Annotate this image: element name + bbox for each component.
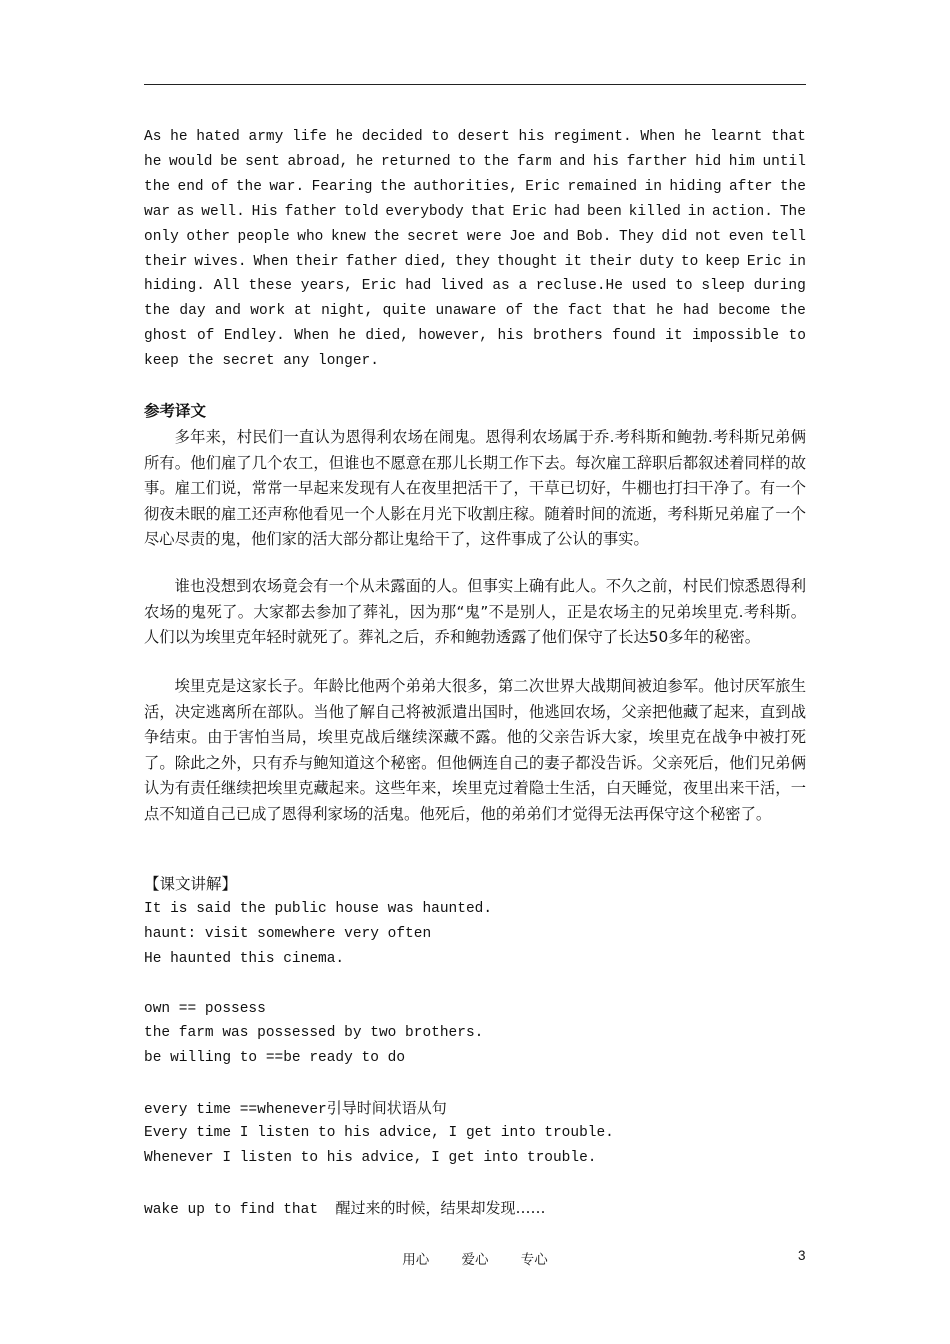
word: of (211, 178, 229, 195)
footer (0, 1248, 950, 1268)
english-line (144, 299, 806, 324)
word: and (214, 303, 241, 320)
word: regiment. (553, 129, 632, 145)
lesson-line-zh: 醒过来的时候，结果却发现…… (335, 1198, 546, 1217)
word: and (542, 228, 570, 245)
word: only (144, 228, 179, 245)
word: Fearing (311, 178, 373, 195)
footer-item: 爱心 (461, 1252, 489, 1268)
word: found (612, 328, 656, 345)
word: end (177, 178, 204, 195)
word: the (483, 153, 510, 170)
word: brothers (533, 328, 603, 345)
word: until (762, 153, 806, 170)
word: not (695, 228, 722, 245)
english-paragraph (144, 125, 806, 374)
lesson-line: Whenever I listen to his advice, I get into trouble. (144, 1149, 597, 1166)
word: authorities, (413, 178, 518, 195)
word: died, (404, 253, 449, 270)
word: had (682, 303, 709, 320)
lesson-line-en: every time ==whenever (144, 1102, 327, 1119)
translation-paragraph-2: 谁也没想到农场竟会有一个从未露面的人。但事实上确有此人。不久之前，村民们惊悉恩得利农场的鬼死了。大家都去参加了葬礼，因为那“鬼”不是别人，正是农场主的兄弟埃里克.考科斯。人们以为埃里克年轻时就死了。葬礼之后，乔和鲍勃透露了他们保守了长达50多年的秘密。 (144, 577, 806, 647)
translation-paragraph-3: 埃里克是这家长子。年龄比他两个弟弟大很多，第二次世界大战期间被迫参军。他讨厌军旅生活，决定逃离所在部队。当他了解自己将被派遣出国时，他逃回农场，父亲把他藏了起来，直到战争结束。由于害怕当局，埃里克战后继续深藏不露。他的父亲告诉大家，埃里克在战争中被打死了。除此之外，只有乔与鲍知道这个秘密。但他俩连自己的妻子都没告诉。父亲死后，他们兄弟俩认为有责任继续把埃里克藏起来。这些年来，埃里克过着隐士生活，白天睡觉，夜里出来干活，一点不知道自己已成了恩得利家场的活鬼。他死后，他的弟弟们才觉得无法再保守这个秘密了。 (144, 677, 806, 823)
word: of (505, 303, 524, 320)
lesson-notes (144, 872, 806, 1221)
word: been (586, 203, 622, 220)
word: When (294, 328, 330, 345)
word: The (779, 203, 806, 220)
word: war (144, 203, 171, 220)
word: he (144, 153, 162, 170)
word: the (779, 178, 806, 195)
word: a (518, 278, 528, 295)
word: died, (365, 328, 409, 345)
word: decided (361, 129, 423, 145)
word: that (470, 203, 506, 220)
lesson-line (144, 1196, 806, 1221)
word: well. (201, 203, 245, 220)
word: wives. (194, 253, 247, 270)
word: father (284, 203, 337, 220)
word: he (338, 328, 356, 345)
word: to (431, 129, 449, 145)
word: returned (380, 153, 451, 170)
word: quite (382, 303, 427, 320)
word: war. (269, 178, 305, 195)
word: hated (196, 129, 240, 145)
english-line (144, 250, 806, 275)
word: fact (567, 303, 603, 320)
lesson-line: haunt: visit somewhere very often (144, 925, 432, 942)
blank-line (144, 972, 806, 997)
word: who (297, 228, 324, 245)
word: day (179, 303, 206, 320)
word: as (176, 203, 195, 220)
word: to (788, 328, 806, 345)
lesson-heading: 【课文讲解】 (144, 875, 238, 893)
word: the (379, 178, 407, 195)
word: used (631, 278, 667, 295)
word: had (554, 203, 581, 220)
word: be (220, 153, 238, 170)
word: it (665, 328, 683, 345)
lesson-line (144, 1096, 806, 1121)
word: action. (712, 203, 773, 220)
word: Eric (512, 203, 548, 220)
word: impossible (692, 328, 780, 345)
word: They (619, 228, 654, 245)
word: Joe (509, 228, 536, 245)
word: All (213, 278, 240, 295)
word: thought (496, 253, 558, 270)
word: desert (457, 129, 510, 145)
word: keep (705, 253, 740, 270)
english-line: keep the secret any longer. (144, 353, 379, 370)
word: lived (440, 278, 484, 295)
word: in (644, 178, 662, 195)
word: remained (567, 178, 638, 195)
lesson-line-en: wake up to find that (144, 1201, 336, 1218)
word: their (588, 253, 633, 270)
word: Endley. (223, 328, 285, 345)
word: Eric (525, 178, 561, 195)
lesson-line: He haunted this cinema. (144, 950, 345, 967)
word: As (144, 129, 162, 145)
word: they (455, 253, 490, 270)
word: would (168, 153, 213, 170)
word: of (196, 328, 215, 345)
word: told (343, 203, 379, 220)
word: farm (516, 153, 552, 170)
word: he (355, 153, 374, 170)
word: and (559, 153, 586, 170)
translation-paragraph-1: 多年来，村民们一直认为恩得利农场在闹鬼。恩得利农场属于乔.考科斯和鲍勃.考科斯兄弟俩所有。他们雇了几个农工，但谁也不愿意在那儿长期工作下去。每次雇工辞职后都叙述着同样的故事。雇工们说，常常一早起来发现有人在夜里把活干了，干草已切好，牛棚也打扫干净了。有一个彻夜未眠的雇工还声称他看见一个人影在月光下收割庄稼。随着时间的流逝，考科斯兄弟雇了一个尽心尽责的鬼，他们家的活大部分都让鬼给干了，这件事成了公认的事实。 (144, 428, 806, 549)
word: knew (330, 228, 366, 245)
word: years, (300, 278, 353, 295)
word: hiding. (144, 278, 205, 295)
word: these (248, 278, 293, 295)
word: he (683, 129, 702, 145)
word: even (728, 228, 764, 245)
lesson-line: the farm was possessed by two brothers. (144, 1025, 484, 1042)
footer-item: 专心 (520, 1252, 548, 1268)
word: to (675, 278, 693, 295)
word: at (294, 303, 312, 320)
word: were (466, 228, 502, 245)
word: the (779, 303, 806, 320)
word: after (728, 178, 773, 195)
word: his (497, 328, 524, 345)
word: he (656, 303, 674, 320)
word: tell (771, 228, 806, 245)
word: Eric (361, 278, 397, 295)
word: hid (695, 153, 722, 170)
word: When (253, 253, 289, 270)
blank-line (144, 1171, 806, 1196)
word: army (248, 129, 284, 145)
word: he (335, 129, 354, 145)
english-line (144, 274, 806, 299)
word: recluse.He (535, 278, 623, 295)
word: the (235, 178, 262, 195)
word: he (170, 129, 188, 145)
lesson-line-zh: 引导时间状语从句 (326, 1099, 447, 1118)
word: people (237, 228, 290, 245)
word: killed (628, 203, 681, 220)
lesson-line: be willing to ==be ready to do (144, 1050, 406, 1067)
word: to (458, 153, 476, 170)
word: the (532, 303, 559, 320)
english-line (144, 324, 806, 349)
word: become (718, 303, 771, 320)
word: work (250, 303, 286, 320)
header-rule (144, 84, 806, 85)
word: night, (321, 303, 374, 320)
word: did (661, 228, 688, 245)
blank-line (144, 1071, 806, 1096)
word: secret (407, 228, 460, 245)
word: learnt (710, 129, 763, 145)
word: sleep (701, 278, 745, 295)
word: to (680, 253, 699, 270)
word: that (771, 129, 806, 145)
word: in (788, 253, 806, 270)
word: farther (626, 153, 688, 170)
footer-item: 用心 (402, 1252, 430, 1268)
word: him (728, 153, 755, 170)
english-line (144, 175, 806, 200)
english-line (144, 150, 806, 175)
word: other (186, 228, 230, 245)
lesson-line: It is said the public house was haunted. (144, 901, 493, 917)
word: during (753, 278, 806, 295)
word: sent (245, 153, 280, 170)
word: the (373, 228, 400, 245)
word: the (144, 178, 171, 195)
word: Bob. (576, 228, 612, 245)
word: his (518, 129, 545, 145)
word: the (144, 303, 171, 320)
word: it (564, 253, 582, 270)
word: His (251, 203, 278, 220)
word: everybody (385, 203, 464, 220)
english-line (144, 125, 806, 150)
word: in (687, 203, 706, 220)
lesson-line: Every time I listen to his advice, I get into trouble. (144, 1125, 614, 1142)
page-number: 3 (798, 1248, 806, 1263)
word: had (405, 278, 432, 295)
word: as (492, 278, 510, 295)
word: abroad, (287, 153, 349, 170)
english-line (144, 225, 806, 250)
word: hiding (669, 178, 722, 195)
word: their (144, 253, 188, 270)
word: his (592, 153, 619, 170)
lesson-line: own == possess (144, 1000, 266, 1017)
word: however, (418, 328, 489, 345)
english-line (144, 200, 806, 225)
word: that (611, 303, 647, 320)
word: ghost (144, 328, 188, 345)
translation-title: 参考译文 (144, 402, 207, 420)
word: Eric (746, 253, 782, 270)
word: duty (639, 253, 675, 270)
word: When (640, 129, 676, 145)
word: their (295, 253, 339, 270)
word: unaware (435, 303, 497, 320)
word: father (345, 253, 398, 270)
word: life (292, 129, 327, 145)
